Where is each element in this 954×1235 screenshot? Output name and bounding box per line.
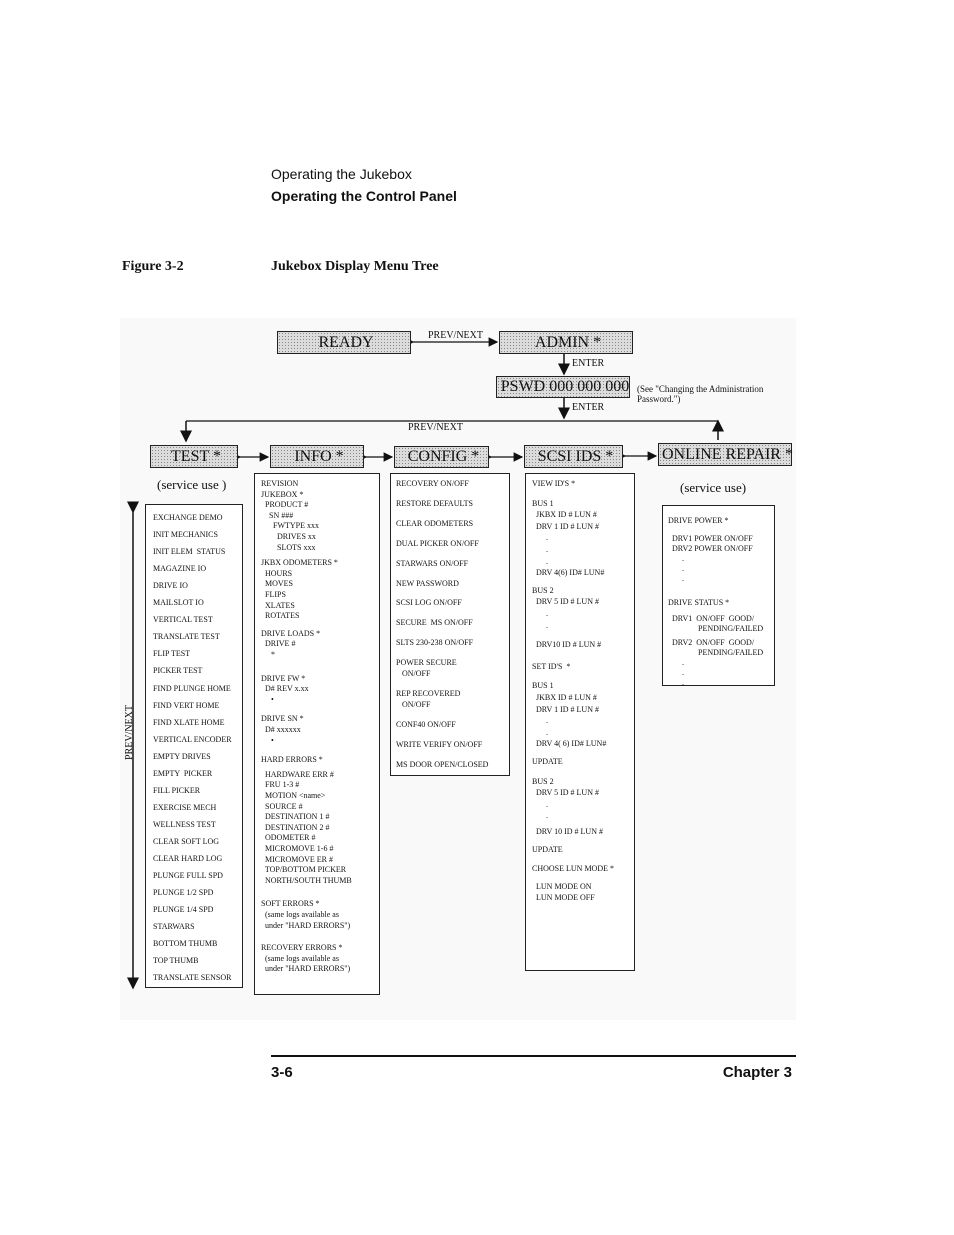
repair-items-box <box>662 505 775 686</box>
info-menu-item: TOP/BOTTOM PICKER <box>261 865 347 875</box>
info-menu-item: XLATES <box>261 600 295 610</box>
menu-online-repair-label: ONLINE REPAIR * <box>662 445 793 463</box>
info-menu-item: SOURCE # <box>261 801 303 811</box>
info-menu-item: • <box>261 735 274 745</box>
test-menu-item: FIND VERT HOME <box>153 700 220 710</box>
repair-menu-item: PENDING/FAILED <box>668 648 764 657</box>
menu-test <box>150 445 238 468</box>
enter-label-2: ENTER <box>572 402 605 413</box>
scsi-menu-item: . <box>532 620 548 630</box>
menu-config <box>394 446 489 468</box>
info-menu-item: FRU 1-3 # <box>261 780 300 790</box>
test-menu-item: PLUNGE 1/4 SPD <box>153 905 214 915</box>
test-menu-item: PLUNGE FULL SPD <box>153 871 223 881</box>
menu-info-label: INFO * <box>294 447 344 465</box>
scsi-menu-item: SET ID'S * <box>532 661 571 671</box>
info-menu-item: DRIVES xx <box>261 532 316 541</box>
info-menu-item: PRODUCT # <box>261 500 309 510</box>
test-menu-item: EXCHANGE DEMO <box>153 513 223 522</box>
running-header-subsection: Operating the Control Panel <box>271 188 457 204</box>
menu-online-repair <box>658 443 792 466</box>
test-menu-item: FIND XLATE HOME <box>153 717 225 727</box>
enter-label-1: ENTER <box>572 358 605 369</box>
repair-menu-item: DRIVE POWER * <box>668 516 729 525</box>
info-menu-item: FLIPS <box>261 590 286 599</box>
chapter-label: Chapter 3 <box>722 1064 792 1081</box>
test-menu-item: FIND PLUNGE HOME <box>153 683 231 693</box>
scsi-menu-item: DRV 1 ID # LUN # <box>532 704 599 714</box>
config-menu-item: DUAL PICKER ON/OFF <box>396 538 479 548</box>
info-menu-item: DRIVE # <box>261 639 296 649</box>
info-menu-item: DRIVE LOADS * <box>261 628 321 638</box>
test-menu-item: MAGAZINE IO <box>153 564 207 574</box>
scsi-menu-item: LUN MODE ON <box>532 881 592 891</box>
repair-menu-item: DRV1 POWER ON/OFF <box>668 534 753 543</box>
info-menu-item: MICROMOVE ER # <box>261 854 334 864</box>
repair-menu-item: . <box>668 564 684 573</box>
info-menu-item: under "HARD ERRORS") <box>261 920 351 930</box>
menu-scsi-ids <box>524 445 623 468</box>
test-menu-item: TOP THUMB <box>153 956 199 966</box>
scsi-menu-item: . <box>532 727 548 737</box>
menu-password <box>496 376 630 398</box>
config-menu-item: POWER SECURE <box>396 658 457 668</box>
figure-label: Figure 3-2 <box>122 259 184 274</box>
info-menu-item: MOTION <name> <box>261 791 326 800</box>
info-menu-item: D# REV x.xx <box>261 684 309 694</box>
scsi-menu-item: CHOOSE LUN MODE * <box>532 864 614 874</box>
config-menu-item: SLTS 230-238 ON/OFF <box>396 638 474 648</box>
info-menu-item: DESTINATION 1 # <box>261 812 330 822</box>
test-menu-item: INIT MECHANICS <box>153 530 218 540</box>
info-menu-item: JKBX ODOMETERS * <box>261 558 338 568</box>
repair-menu-item: . <box>668 658 684 667</box>
info-menu-item: RECOVERY ERRORS * <box>261 943 343 953</box>
test-menu-item: PICKER TEST <box>153 666 203 676</box>
test-menu-item: MAILSLOT IO <box>153 598 204 608</box>
test-menu-item: CLEAR SOFT LOG <box>153 836 220 846</box>
test-menu-item: EMPTY DRIVES <box>153 751 211 761</box>
info-menu-item: NORTH/SOUTH THUMB <box>261 875 352 885</box>
info-menu-item: * <box>261 650 275 659</box>
config-menu-item: ON/OFF <box>396 699 431 709</box>
info-menu-item: (same logs available as <box>261 910 339 919</box>
config-menu-item: RECOVERY ON/OFF <box>396 479 469 488</box>
test-menu-item: FLIP TEST <box>153 649 191 659</box>
service-use-note-repair: (service use) <box>680 480 747 495</box>
scsi-menu-item: UPDATE <box>532 844 563 854</box>
test-items-box <box>145 504 243 988</box>
test-menu-item: DRIVE IO <box>153 581 188 591</box>
repair-menu-item: DRV1 ON/OFF GOOD/ <box>668 614 755 623</box>
test-menu-item: STARWARS <box>153 922 195 932</box>
scsi-menu-item: DRV 10 ID # LUN # <box>532 827 603 836</box>
info-menu-item: FWTYPE xxx <box>261 521 319 531</box>
menu-config-label: CONFIG * <box>407 448 480 465</box>
repair-menu-item: . <box>668 554 684 563</box>
info-menu-item: HARD ERRORS * <box>261 755 323 765</box>
info-menu-item: D# xxxxxx <box>261 725 301 734</box>
footer-rule <box>271 1055 796 1057</box>
scsi-menu-item: . <box>532 716 548 726</box>
prev-next-label-top: PREV/NEXT <box>428 330 483 341</box>
scsi-menu-item: . <box>532 811 548 821</box>
info-menu-item: ODOMETER # <box>261 833 316 843</box>
info-menu-item: MOVES <box>261 579 294 589</box>
config-menu-item: SECURE MS ON/OFF <box>396 618 473 628</box>
test-menu-item: TRANSLATE SENSOR <box>153 973 232 983</box>
service-use-note-test: (service use ) <box>157 477 227 492</box>
info-menu-item: DESTINATION 2 # <box>261 822 330 832</box>
scsi-items-box <box>525 473 635 971</box>
info-menu-item: SN ### <box>261 510 294 520</box>
info-menu-item: SLOTS xxx <box>261 542 316 552</box>
page-number: 3-6 <box>271 1064 293 1081</box>
scsi-menu-item: JKBX ID # LUN # <box>532 510 597 520</box>
repair-menu-item: DRIVE STATUS * <box>668 598 730 607</box>
config-menu-item: ON/OFF <box>396 669 431 678</box>
menu-info <box>270 445 364 468</box>
config-menu-item: RESTORE DEFAULTS <box>396 498 473 508</box>
config-items-box <box>390 473 510 776</box>
scsi-menu-item: . <box>532 609 548 618</box>
repair-menu-item: DRV2 POWER ON/OFF <box>668 544 753 553</box>
config-menu-item: REP RECOVERED <box>396 688 461 698</box>
menu-admin <box>499 331 633 354</box>
scsi-menu-item: BUS 2 <box>532 585 554 595</box>
scsi-menu-item: LUN MODE OFF <box>532 893 595 903</box>
info-menu-item: REVISION <box>261 479 299 488</box>
test-menu-item: VERTICAL ENCODER <box>153 734 232 744</box>
config-menu-item: STARWARS ON/OFF <box>396 558 469 568</box>
test-menu-item: EXERCISE MECH <box>153 802 217 812</box>
scsi-menu-item: . <box>532 799 548 809</box>
info-menu-item: JUKEBOX * <box>261 489 304 499</box>
scsi-menu-item: DRV10 ID # LUN # <box>532 640 602 650</box>
menu-admin-label: ADMIN * <box>534 333 602 351</box>
info-items-box <box>254 473 380 995</box>
scsi-menu-item: DRV 5 ID # LUN # <box>532 788 599 798</box>
test-menu-item: TRANSLATE TEST <box>153 632 220 642</box>
test-menu-item: PLUNGE 1/2 SPD <box>153 888 214 898</box>
config-menu-item: CONF40 ON/OFF <box>396 719 456 729</box>
scsi-menu-item: BUS 2 <box>532 776 554 786</box>
info-menu-item: MICROMOVE 1-6 # <box>261 844 334 853</box>
scsi-menu-item: . <box>532 545 548 554</box>
info-menu-item: under "HARD ERRORS") <box>261 964 351 974</box>
test-menu-item: BOTTOM THUMB <box>153 939 218 949</box>
info-menu-item: SOFT ERRORS * <box>261 899 320 909</box>
prev-next-label-mid: PREV/NEXT <box>408 422 463 433</box>
repair-menu-item: DRV2 ON/OFF GOOD/ <box>668 638 755 647</box>
scsi-menu-item: DRV 5 ID # LUN # <box>532 597 599 607</box>
menu-password-label: PSWD 000 000 000 <box>500 378 630 395</box>
prev-next-side-label: PREV/NEXT <box>124 705 135 760</box>
info-menu-item: HARDWARE ERR # <box>261 769 334 779</box>
test-menu-item: EMPTY PICKER <box>153 768 213 778</box>
password-note: (See "Changing the Administration Password.") <box>637 384 764 404</box>
menu-scsi-ids-label: SCSI IDS * <box>537 447 614 465</box>
config-menu-item: WRITE VERIFY ON/OFF <box>396 739 483 749</box>
repair-menu-item: . <box>668 668 684 677</box>
scsi-menu-item: UPDATE <box>532 757 563 766</box>
figure-title: Jukebox Display Menu Tree <box>271 259 439 274</box>
repair-menu-item: . <box>668 678 684 687</box>
info-menu-item: DRIVE SN * <box>261 714 304 724</box>
scsi-menu-item: JKBX ID # LUN # <box>532 693 597 702</box>
scsi-menu-item: . <box>532 533 548 543</box>
test-menu-item: FILL PICKER <box>153 785 201 795</box>
info-menu-item: DRIVE FW * <box>261 673 306 683</box>
scsi-menu-item: BUS 1 <box>532 681 554 691</box>
config-menu-item: MS DOOR OPEN/CLOSED <box>396 759 489 769</box>
test-menu-item: WELLNESS TEST <box>153 819 216 829</box>
menu-ready <box>277 331 411 354</box>
scsi-menu-item: VIEW ID'S * <box>532 479 576 488</box>
test-menu-item: CLEAR HARD LOG <box>153 854 223 863</box>
test-menu-item: VERTICAL TEST <box>153 615 213 625</box>
info-menu-item: ROTATES <box>261 611 300 621</box>
config-menu-item: CLEAR ODOMETERS <box>396 518 474 528</box>
info-menu-item: (same logs available as <box>261 953 339 963</box>
test-menu-item: INIT ELEM STATUS <box>153 547 226 557</box>
repair-menu-item: PENDING/FAILED <box>668 624 764 633</box>
info-menu-item: • <box>261 694 274 704</box>
menu-ready-label: READY <box>318 333 374 351</box>
config-menu-item: SCSI LOG ON/OFF <box>396 598 462 608</box>
scsi-menu-item: BUS 1 <box>532 498 554 508</box>
repair-menu-item: . <box>668 574 684 583</box>
config-menu-item: NEW PASSWORD <box>396 578 459 588</box>
scsi-menu-item: . <box>532 556 548 566</box>
scsi-menu-item: DRV 4(6) ID# LUN# <box>532 568 605 578</box>
scsi-menu-item: DRV 4( 6) ID# LUN# <box>532 739 607 749</box>
scsi-menu-item: DRV 1 ID # LUN # <box>532 521 599 531</box>
info-menu-item: HOURS <box>261 568 293 578</box>
menu-test-label: TEST * <box>171 447 221 465</box>
running-header-section: Operating the Jukebox <box>271 166 412 182</box>
